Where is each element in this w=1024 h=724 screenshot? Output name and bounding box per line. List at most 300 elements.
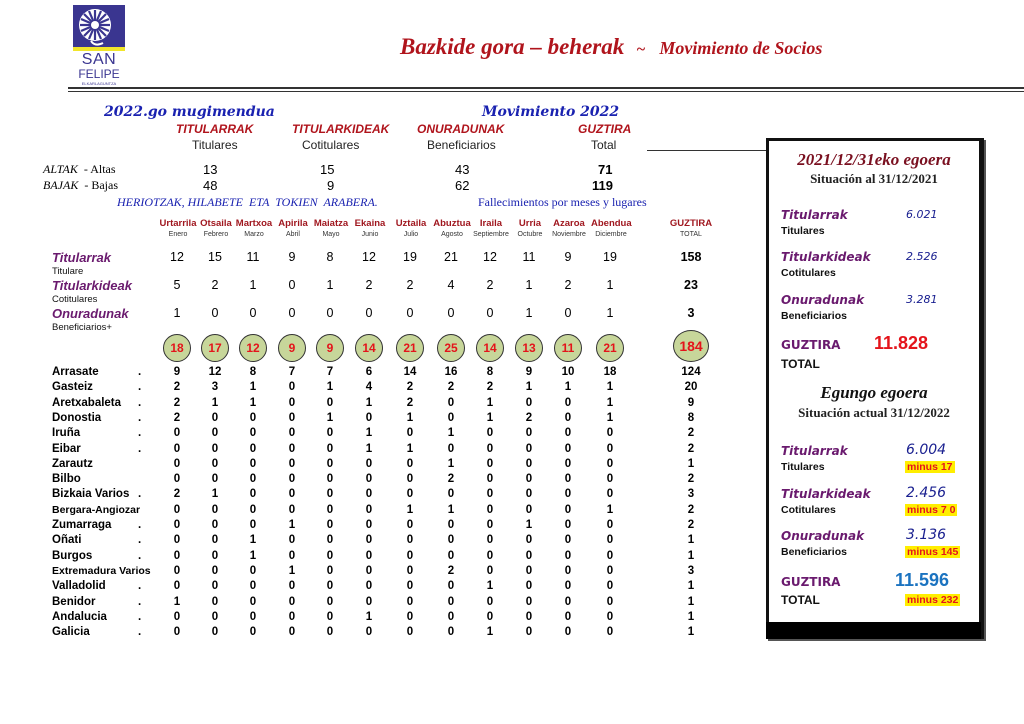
type-cell: 11 bbox=[522, 250, 536, 264]
place-cell: 0 bbox=[525, 610, 533, 623]
prev-title-eu: 2021/12/31eko egoera bbox=[797, 150, 951, 169]
place-cell: 0 bbox=[365, 534, 373, 547]
logo-shell-icon bbox=[73, 5, 125, 47]
place-cell: 0 bbox=[606, 580, 614, 593]
row-label-altas-es: - Altas bbox=[83, 162, 116, 176]
place-cell: 1 bbox=[249, 549, 257, 562]
place-cell: 0 bbox=[564, 411, 572, 424]
logo-text-felipe: FELIPE bbox=[78, 67, 120, 81]
type-cell: 0 bbox=[365, 306, 373, 320]
place-cell: 1 bbox=[486, 626, 494, 639]
current-titularrak-label: Titularrak bbox=[781, 444, 848, 458]
place-name: Eibar bbox=[52, 442, 81, 455]
place-cell: 0 bbox=[447, 411, 455, 424]
bajas-total: 119 bbox=[592, 178, 613, 193]
month-name-eu: Abendua bbox=[591, 218, 632, 229]
place-cell: 0 bbox=[606, 534, 614, 547]
place-cell: 0 bbox=[406, 564, 414, 577]
place-cell: 0 bbox=[173, 457, 181, 470]
type-cell: 2 bbox=[365, 278, 373, 292]
monthly-total-circle: 14 bbox=[355, 334, 383, 362]
place-cell: 0 bbox=[173, 534, 181, 547]
prev-onuradunak-label: Onuradunak bbox=[781, 293, 865, 307]
place-cell: 0 bbox=[173, 549, 181, 562]
place-cell: 0 bbox=[211, 549, 219, 562]
type-label-0: Titularrak bbox=[52, 250, 112, 265]
place-cell: 1 bbox=[606, 411, 614, 424]
place-cell: 1 bbox=[249, 396, 257, 409]
place-name: Arrasate bbox=[52, 366, 99, 378]
place-cell: 1 bbox=[406, 503, 414, 516]
monthly-total-circle: 9 bbox=[278, 334, 306, 362]
prev-titularrak-value: 6.021 bbox=[906, 208, 938, 221]
place-cell: 0 bbox=[365, 457, 373, 470]
current-titularkideak-diff: minus 7 0 bbox=[907, 504, 956, 516]
current-beneficiarios-label: Beneficiarios bbox=[781, 546, 847, 558]
place-dot: . bbox=[138, 519, 142, 531]
place-cell: 1 bbox=[486, 411, 494, 424]
place-cell: 0 bbox=[288, 396, 296, 409]
type-cell: 8 bbox=[326, 250, 334, 264]
place-cell: 1 bbox=[606, 503, 614, 516]
place-cell: 0 bbox=[406, 549, 414, 562]
place-cell: 0 bbox=[406, 519, 414, 531]
title-separator: ~ bbox=[636, 41, 646, 58]
place-cell: 0 bbox=[406, 473, 414, 486]
type-cell: 2 bbox=[564, 278, 572, 292]
place-cell: 0 bbox=[525, 595, 533, 608]
place-cell: 0 bbox=[249, 427, 257, 440]
month-header-10 bbox=[549, 218, 589, 238]
summary-heading-es: Movimiento 2022 bbox=[482, 104, 620, 120]
col-head-onuradunak: ONURADUNAK bbox=[417, 122, 505, 136]
place-cell: 1 bbox=[447, 427, 455, 440]
place-cell: 0 bbox=[326, 610, 334, 623]
place-name: Aretxabaleta bbox=[52, 396, 122, 409]
place-cell: 0 bbox=[326, 427, 334, 440]
place-cell: 0 bbox=[211, 534, 219, 547]
place-cell: 0 bbox=[486, 534, 494, 547]
current-titularkideak-label: Titularkideak bbox=[781, 487, 871, 501]
month-header-5 bbox=[350, 218, 390, 238]
place-cell: 8 bbox=[486, 366, 494, 378]
bajas-titulares: 48 bbox=[203, 178, 218, 193]
type-cell: 9 bbox=[288, 250, 296, 264]
bajas-cotitulares: 9 bbox=[327, 178, 335, 193]
place-cell: 0 bbox=[173, 580, 181, 593]
type-cell: 1 bbox=[525, 306, 533, 320]
place-dot: . bbox=[138, 366, 142, 378]
prev-beneficiarios-label: Beneficiarios bbox=[781, 310, 847, 322]
place-cell: 0 bbox=[525, 473, 533, 486]
monthly-total-circle: 11 bbox=[554, 334, 582, 362]
place-cell: 0 bbox=[486, 564, 494, 577]
place-cell: 0 bbox=[486, 595, 494, 608]
col-head-guztira: GUZTIRA bbox=[578, 122, 632, 136]
monthly-total-circle: 9 bbox=[316, 334, 344, 362]
place-cell: 0 bbox=[249, 519, 257, 531]
place-cell: 0 bbox=[173, 427, 181, 440]
place-cell: 0 bbox=[525, 503, 533, 516]
place-total: 1 bbox=[687, 534, 695, 547]
place-cell: 2 bbox=[173, 381, 181, 394]
place-cell: 1 bbox=[288, 519, 296, 531]
type-cell: 1 bbox=[525, 278, 533, 292]
place-cell: 0 bbox=[486, 473, 494, 486]
place-name: Burgos bbox=[52, 549, 93, 562]
place-cell: 0 bbox=[365, 549, 373, 562]
place-cell: 0 bbox=[365, 595, 373, 608]
place-cell: 1 bbox=[447, 457, 455, 470]
month-name-es: Marzo bbox=[244, 231, 264, 238]
month-name-es: Junio bbox=[361, 231, 379, 238]
place-cell: 0 bbox=[249, 457, 257, 470]
place-cell: 1 bbox=[365, 427, 373, 440]
place-cell: 0 bbox=[486, 457, 494, 470]
month-name-eu: Martxoa bbox=[235, 218, 273, 229]
place-name: Extremadura Varios bbox=[52, 564, 151, 577]
deaths-caption-es: Fallecimientos por meses y lugares bbox=[478, 195, 647, 209]
prev-titularkideak-value: 2.526 bbox=[906, 250, 938, 263]
prev-titularrak-label: Titularrak bbox=[781, 208, 848, 222]
place-cell: 0 bbox=[564, 519, 572, 531]
place-cell: 9 bbox=[173, 366, 181, 378]
place-cell: 0 bbox=[606, 473, 614, 486]
place-name: Bilbo bbox=[52, 473, 81, 486]
monthly-total-circle: 13 bbox=[515, 334, 543, 362]
place-cell: 0 bbox=[288, 580, 296, 593]
current-onuradunak-diff: minus 145 bbox=[907, 546, 959, 558]
month-header-0 bbox=[158, 218, 198, 238]
place-name: Benidor bbox=[52, 595, 96, 608]
current-total-label: TOTAL bbox=[781, 593, 820, 607]
current-guztira-label: GUZTIRA bbox=[781, 575, 841, 589]
place-cell: 0 bbox=[288, 549, 296, 562]
place-dot: . bbox=[138, 534, 142, 547]
month-header-9 bbox=[510, 218, 550, 238]
place-total: 9 bbox=[687, 396, 695, 409]
deaths-caption-eu: HERIOTZAK, HILABETE ETA TOKIEN ARABERA. bbox=[117, 195, 378, 209]
place-cell: 1 bbox=[365, 442, 373, 455]
prev-guztira-label: GUZTIRA bbox=[781, 338, 841, 352]
place-cell: 16 bbox=[444, 366, 458, 378]
place-cell: 0 bbox=[606, 488, 614, 501]
month-name-eu: Urria bbox=[518, 218, 542, 229]
altas-total: 71 bbox=[598, 162, 613, 177]
prev-total-label: TOTAL bbox=[781, 357, 820, 371]
place-cell: 0 bbox=[525, 534, 533, 547]
place-cell: 0 bbox=[447, 534, 455, 547]
month-name-eu: Azaroa bbox=[553, 218, 585, 229]
header-divider bbox=[68, 87, 1024, 92]
place-cell: 0 bbox=[606, 626, 614, 639]
month-name-es: Septiembre bbox=[473, 231, 509, 238]
place-cell: 1 bbox=[365, 396, 373, 409]
place-cell: 0 bbox=[406, 488, 414, 501]
place-cell: 2 bbox=[173, 488, 181, 501]
place-cell: 1 bbox=[249, 381, 257, 394]
month-header-2 bbox=[234, 218, 274, 238]
place-cell: 0 bbox=[288, 610, 296, 623]
place-cell: 1 bbox=[606, 381, 614, 394]
type-label-2: Onuradunak bbox=[52, 306, 129, 321]
place-dot: . bbox=[138, 626, 142, 639]
month-name-es: Enero bbox=[168, 231, 188, 238]
type-cell: 15 bbox=[208, 250, 222, 264]
place-cell: 0 bbox=[564, 564, 572, 577]
month-name-es: Octubre bbox=[517, 231, 543, 238]
type-cell: 0 bbox=[447, 306, 455, 320]
current-titulares-label: Titulares bbox=[781, 461, 825, 473]
type-cell: 2 bbox=[406, 278, 414, 292]
place-cell: 0 bbox=[486, 488, 494, 501]
place-cell: 0 bbox=[365, 473, 373, 486]
place-cell: 1 bbox=[173, 595, 181, 608]
place-dot: . bbox=[138, 427, 142, 440]
month-header-6 bbox=[391, 218, 431, 238]
place-total: 1 bbox=[687, 549, 695, 562]
prev-total-value: 11.828 bbox=[874, 333, 929, 353]
place-cell: 0 bbox=[606, 457, 614, 470]
place-name: Andalucia bbox=[52, 610, 107, 623]
month-name-eu: Abuztua bbox=[433, 218, 471, 229]
place-cell: 0 bbox=[447, 610, 455, 623]
grand-total-circle: 184 bbox=[673, 330, 709, 362]
type-cell: 2 bbox=[211, 278, 219, 292]
place-cell: 0 bbox=[288, 442, 296, 455]
place-cell: 0 bbox=[525, 488, 533, 501]
monthly-total-circle: 21 bbox=[596, 334, 624, 362]
place-cell: 1 bbox=[525, 381, 533, 394]
place-cell: 1 bbox=[288, 564, 296, 577]
place-cell: 0 bbox=[406, 534, 414, 547]
place-cell: 3 bbox=[211, 381, 219, 394]
place-cell: 0 bbox=[288, 381, 296, 394]
place-cell: 0 bbox=[288, 427, 296, 440]
place-cell: 0 bbox=[173, 626, 181, 639]
prev-titulares-label: Titulares bbox=[781, 225, 825, 237]
place-dot: . bbox=[138, 396, 142, 409]
title-spanish: Movimiento de Socios bbox=[659, 38, 823, 58]
col-sub-beneficiarios: Beneficiarios bbox=[427, 138, 496, 152]
place-cell: 0 bbox=[326, 519, 334, 531]
place-cell: 0 bbox=[173, 519, 181, 531]
place-cell: 0 bbox=[447, 442, 455, 455]
place-cell: 0 bbox=[211, 610, 219, 623]
logo-tagline: ELKARLAGUNTZA bbox=[81, 81, 117, 86]
place-total: 20 bbox=[684, 381, 698, 394]
place-cell: 1 bbox=[606, 396, 614, 409]
place-cell: 0 bbox=[288, 534, 296, 547]
place-cell: 0 bbox=[406, 457, 414, 470]
current-titularkideak-value: 2.456 bbox=[906, 485, 947, 501]
month-name-es: Febrero bbox=[203, 231, 229, 238]
place-cell: 0 bbox=[211, 457, 219, 470]
place-cell: 0 bbox=[173, 610, 181, 623]
place-cell: 0 bbox=[365, 503, 373, 516]
place-cell: 0 bbox=[365, 488, 373, 501]
col-head-titularkideak: TITULARKIDEAK bbox=[292, 122, 390, 136]
place-cell: 12 bbox=[208, 366, 222, 378]
members-status-panel bbox=[766, 138, 984, 639]
row-label-altas-eu: ALTAK bbox=[43, 162, 78, 176]
place-cell: 0 bbox=[486, 519, 494, 531]
place-cell: 1 bbox=[564, 381, 572, 394]
month-name-es: TOTAL bbox=[680, 231, 702, 238]
place-dot: . bbox=[138, 381, 142, 394]
place-total: 1 bbox=[687, 595, 695, 608]
place-cell: 0 bbox=[525, 442, 533, 455]
current-onuradunak-label: Onuradunak bbox=[781, 529, 865, 543]
place-cell: 0 bbox=[211, 442, 219, 455]
place-cell: 0 bbox=[486, 503, 494, 516]
type-cell: 1 bbox=[173, 306, 181, 320]
place-cell: 0 bbox=[249, 564, 257, 577]
place-name: Bizkaia Varios bbox=[52, 488, 130, 501]
place-cell: 6 bbox=[365, 366, 373, 378]
type-cell: 1 bbox=[249, 278, 257, 292]
type-cell: 19 bbox=[603, 250, 617, 264]
san-felipe-logo bbox=[73, 5, 125, 85]
place-dot: . bbox=[138, 442, 142, 455]
row-label-bajas-eu: BAJAK bbox=[43, 178, 79, 192]
type-cell: 2 bbox=[486, 278, 494, 292]
month-header-4 bbox=[311, 218, 351, 238]
prev-titularkideak-label: Titularkideak bbox=[781, 250, 871, 264]
place-total: 1 bbox=[687, 457, 695, 470]
title-basque: Bazkide gora – beherak bbox=[400, 34, 625, 59]
type-sublabel-1: Cotitulares bbox=[52, 294, 98, 305]
place-cell: 0 bbox=[173, 442, 181, 455]
panel-footer-bar bbox=[766, 622, 981, 639]
current-title-es: Situación actual 31/12/2022 bbox=[798, 405, 950, 420]
month-name-eu: Uztaila bbox=[395, 218, 427, 229]
place-cell: 0 bbox=[606, 519, 614, 531]
place-cell: 0 bbox=[211, 580, 219, 593]
place-total: 3 bbox=[687, 488, 695, 501]
place-cell: 0 bbox=[564, 442, 572, 455]
place-cell: 0 bbox=[606, 549, 614, 562]
place-cell: 2 bbox=[447, 473, 455, 486]
place-name: Donostia bbox=[52, 411, 102, 424]
place-total: 1 bbox=[687, 626, 695, 639]
place-dot: . bbox=[138, 610, 142, 623]
col-sub-cotitulares: Cotitulares bbox=[302, 138, 360, 152]
type-cell: 12 bbox=[170, 250, 184, 264]
place-cell: 0 bbox=[564, 503, 572, 516]
place-cell: 0 bbox=[406, 427, 414, 440]
month-name-es: Diciembre bbox=[595, 231, 627, 238]
place-dot: . bbox=[138, 580, 142, 593]
place-cell: 0 bbox=[249, 488, 257, 501]
place-cell: 0 bbox=[606, 427, 614, 440]
place-cell: 0 bbox=[173, 503, 181, 516]
place-cell: 0 bbox=[173, 473, 181, 486]
place-cell: 0 bbox=[564, 427, 572, 440]
current-onuradunak-value: 3.136 bbox=[906, 527, 947, 543]
type-total: 158 bbox=[680, 250, 702, 264]
place-cell: 0 bbox=[525, 626, 533, 639]
place-cell: 0 bbox=[606, 595, 614, 608]
place-cell: 0 bbox=[173, 564, 181, 577]
place-cell: 0 bbox=[606, 564, 614, 577]
place-cell: 0 bbox=[447, 396, 455, 409]
place-cell: 9 bbox=[525, 366, 533, 378]
monthly-total-circle: 21 bbox=[396, 334, 424, 362]
type-cell: 0 bbox=[249, 306, 257, 320]
place-cell: 0 bbox=[211, 503, 219, 516]
place-cell: 2 bbox=[447, 381, 455, 394]
type-cell: 9 bbox=[564, 250, 572, 264]
place-cell: 0 bbox=[249, 626, 257, 639]
place-cell: 7 bbox=[326, 366, 334, 378]
place-name: Galicia bbox=[52, 626, 90, 639]
place-cell: 0 bbox=[606, 442, 614, 455]
place-cell: 0 bbox=[406, 626, 414, 639]
place-name: Oñati bbox=[52, 534, 82, 547]
type-cell: 0 bbox=[486, 306, 494, 320]
place-cell: 0 bbox=[326, 595, 334, 608]
place-cell: 0 bbox=[486, 442, 494, 455]
place-cell: 8 bbox=[249, 366, 257, 378]
place-cell: 1 bbox=[326, 381, 334, 394]
place-cell: 18 bbox=[603, 366, 617, 378]
place-cell: 2 bbox=[486, 381, 494, 394]
place-dot: . bbox=[138, 411, 142, 424]
monthly-total-circle: 12 bbox=[239, 334, 267, 362]
place-cell: 0 bbox=[288, 595, 296, 608]
place-total: 2 bbox=[687, 473, 695, 486]
place-cell: 0 bbox=[249, 411, 257, 424]
prev-cotitulares-label: Cotitulares bbox=[781, 267, 836, 279]
place-name: Zarautz bbox=[52, 457, 93, 470]
place-name: Gasteiz bbox=[52, 381, 93, 394]
place-cell: 0 bbox=[249, 595, 257, 608]
prev-title-es: Situación al 31/12/2021 bbox=[810, 171, 938, 186]
place-total: 2 bbox=[687, 503, 695, 516]
current-total-diff: minus 232 bbox=[907, 594, 959, 606]
place-cell: 0 bbox=[288, 411, 296, 424]
place-name: Bergara-Angiozar bbox=[52, 503, 141, 516]
month-name-eu: GUZTIRA bbox=[669, 218, 713, 229]
place-cell: 4 bbox=[365, 381, 373, 394]
place-cell: 1 bbox=[525, 519, 533, 531]
place-cell: 0 bbox=[326, 503, 334, 516]
summary-heading-eu: 2022.go mugimendua bbox=[104, 104, 275, 120]
month-name-es: Agosto bbox=[441, 231, 463, 238]
place-cell: 2 bbox=[447, 564, 455, 577]
place-cell: 7 bbox=[288, 366, 296, 378]
month-header-12 bbox=[668, 218, 714, 238]
place-cell: 0 bbox=[211, 473, 219, 486]
place-total: 1 bbox=[687, 610, 695, 623]
place-cell: 0 bbox=[288, 457, 296, 470]
place-name: Valladolid bbox=[52, 580, 106, 593]
place-cell: 1 bbox=[406, 442, 414, 455]
type-cell: 19 bbox=[403, 250, 417, 264]
place-cell: 0 bbox=[486, 427, 494, 440]
place-cell: 1 bbox=[249, 534, 257, 547]
monthly-total-circle: 18 bbox=[163, 334, 191, 362]
current-titularrak-value: 6.004 bbox=[906, 442, 947, 458]
place-cell: 0 bbox=[249, 473, 257, 486]
place-cell: 0 bbox=[288, 503, 296, 516]
place-dot: . bbox=[138, 488, 142, 501]
type-cell: 1 bbox=[326, 278, 334, 292]
type-total: 23 bbox=[684, 278, 698, 292]
row-label-bajas bbox=[43, 178, 118, 193]
place-cell: 0 bbox=[564, 626, 572, 639]
